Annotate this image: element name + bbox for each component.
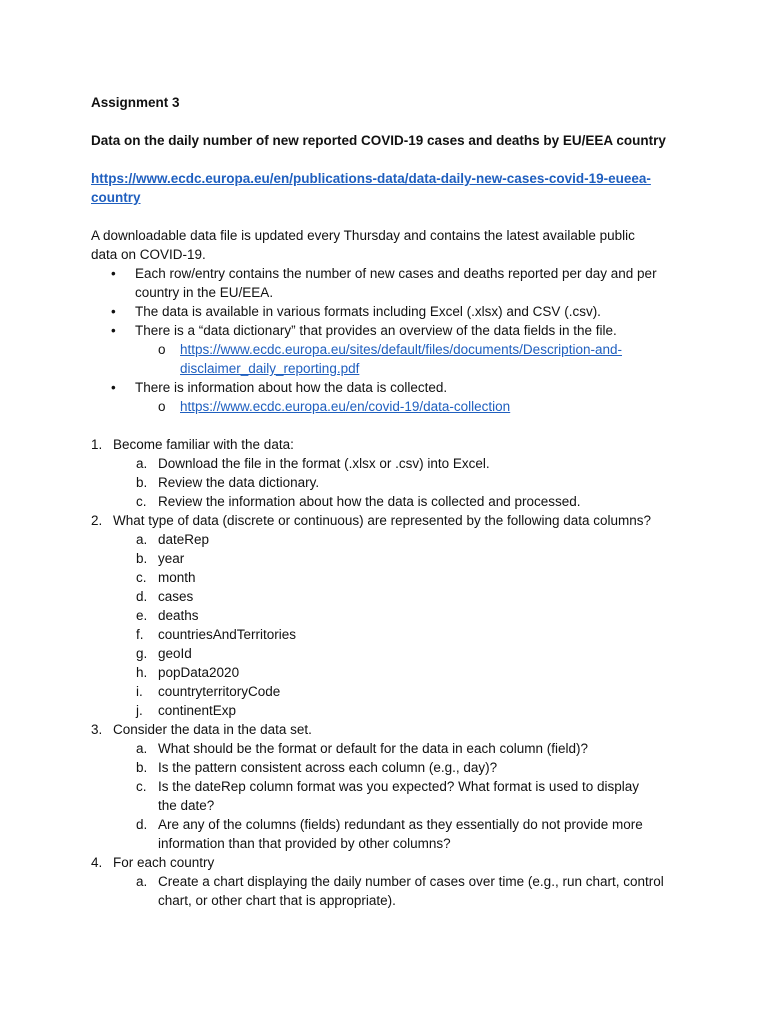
sub-list-item[interactable] — [91, 397, 510, 416]
list-item — [91, 644, 192, 663]
item-text: Is the pattern consistent across each column (e.g., day)? — [158, 760, 498, 775]
item-marker: b. — [136, 760, 148, 775]
item-marker: a. — [136, 741, 148, 756]
list-item — [91, 302, 601, 321]
item-text-continued: chart, or other chart that is appropriate). — [158, 893, 396, 908]
item-text: countryterritoryCode — [158, 684, 281, 699]
question-text: For each country — [113, 855, 215, 870]
question-4-item-a — [91, 872, 664, 891]
source-link-line-1[interactable] — [91, 169, 651, 188]
question-2 — [91, 511, 651, 530]
intro-text-line-1: A downloadable data file is updated every Thursday and contains the latest available public — [91, 228, 635, 243]
bullet-marker: • — [111, 304, 116, 319]
list-item — [91, 264, 657, 283]
bullet-marker: • — [111, 266, 116, 281]
item-marker: b. — [136, 551, 148, 566]
item-marker: h. — [136, 665, 148, 680]
list-item — [91, 378, 447, 397]
bullet-text: There is a “data dictionary” that provides an overview of the data fields in the file. — [135, 323, 617, 338]
item-marker: i. — [136, 684, 143, 699]
sub-bullet-marker: o — [158, 399, 166, 414]
item-marker: c. — [136, 570, 147, 585]
bullet-text: The data is available in various formats including Excel (.xlsx) and CSV (.csv). — [135, 304, 601, 319]
item-marker: j. — [136, 703, 143, 718]
question-3-item-c — [91, 777, 639, 796]
item-marker: a. — [136, 874, 148, 889]
list-item — [91, 682, 280, 701]
question-3-item-b — [91, 758, 497, 777]
question-1-item-a — [91, 454, 490, 473]
item-text: deaths — [158, 608, 199, 623]
sub-list-item[interactable] — [91, 340, 622, 359]
item-text: continentExp — [158, 703, 237, 718]
item-text: Download the file in the format (.xlsx or .csv) into Excel. — [158, 456, 490, 471]
item-marker: g. — [136, 646, 148, 661]
question-number: 4. — [91, 855, 103, 870]
item-marker: a. — [136, 532, 148, 547]
question-3-item-a — [91, 739, 588, 758]
item-marker: a. — [136, 456, 148, 471]
question-text: Consider the data in the data set. — [113, 722, 312, 737]
question-3-item-d — [91, 815, 643, 834]
item-text: What should be the format or default for the data in each column (field)? — [158, 741, 588, 756]
sub-list-item-continued[interactable] — [91, 359, 359, 378]
list-item — [91, 321, 617, 340]
item-text: month — [158, 570, 196, 585]
source-link-line-2[interactable] — [91, 188, 141, 207]
source-link-continued[interactable]: country — [91, 190, 141, 205]
item-marker: b. — [136, 475, 148, 490]
item-text: Are any of the columns (fields) redundant as they essentially do not provide more — [158, 817, 643, 832]
bullet-marker: • — [111, 323, 116, 338]
data-dictionary-link[interactable]: https://www.ecdc.europa.eu/sites/default/files/documents/Description-and- — [180, 342, 622, 357]
data-dictionary-link-continued[interactable]: disclaimer_daily_reporting.pdf — [180, 361, 360, 376]
list-item — [91, 568, 196, 587]
question-1-item-c — [91, 492, 581, 511]
list-item — [91, 625, 296, 644]
question-text: What type of data (discrete or continuous) are represented by the following data columns? — [113, 513, 652, 528]
item-text: cases — [158, 589, 194, 604]
question-3 — [91, 720, 312, 739]
source-link[interactable]: https://www.ecdc.europa.eu/en/publications-data/data-daily-new-cases-covid-19-eueea- — [91, 171, 651, 186]
item-text-continued: information than that provided by other columns? — [158, 836, 451, 851]
question-number: 3. — [91, 722, 103, 737]
sub-bullet-marker: o — [158, 342, 166, 357]
item-text: Is the dateRep column format was you expected? What format is used to display — [158, 779, 639, 794]
item-text: popData2020 — [158, 665, 240, 680]
item-marker: d. — [136, 589, 148, 604]
item-text: Review the data dictionary. — [158, 475, 320, 490]
item-marker: d. — [136, 817, 148, 832]
list-item — [91, 549, 184, 568]
item-text: geoId — [158, 646, 192, 661]
bullet-text: There is information about how the data is collected. — [135, 380, 448, 395]
question-1 — [91, 435, 294, 454]
item-marker: f. — [136, 627, 144, 642]
assignment-heading: Assignment 3 — [91, 95, 180, 110]
list-item — [91, 701, 236, 720]
bullet-text: Each row/entry contains the number of new cases and deaths reported per day and per — [135, 266, 657, 281]
item-marker: e. — [136, 608, 148, 623]
list-item — [91, 587, 193, 606]
bullet-text-continued: country in the EU/EEA. — [135, 285, 274, 300]
item-text: Review the information about how the data is collected and processed. — [158, 494, 581, 509]
question-number: 1. — [91, 437, 103, 452]
question-text: Become familiar with the data: — [113, 437, 294, 452]
data-collection-link[interactable]: https://www.ecdc.europa.eu/en/covid-19/data-collection — [180, 399, 511, 414]
list-item — [91, 663, 239, 682]
item-marker: c. — [136, 779, 147, 794]
item-text: year — [158, 551, 185, 566]
item-text: dateRep — [158, 532, 210, 547]
bullet-marker: • — [111, 380, 116, 395]
item-text-continued: the date? — [158, 798, 215, 813]
item-text: Create a chart displaying the daily number of cases over time (e.g., run chart, control — [158, 874, 664, 889]
item-marker: c. — [136, 494, 147, 509]
list-item — [91, 530, 209, 549]
question-4 — [91, 853, 214, 872]
question-1-item-b — [91, 473, 319, 492]
document-subtitle: Data on the daily number of new reported COVID-19 cases and deaths by EU/EEA country — [91, 133, 666, 148]
item-text: countriesAndTerritories — [158, 627, 297, 642]
list-item — [91, 606, 199, 625]
intro-text-line-2: data on COVID-19. — [91, 247, 206, 262]
question-number: 2. — [91, 513, 103, 528]
